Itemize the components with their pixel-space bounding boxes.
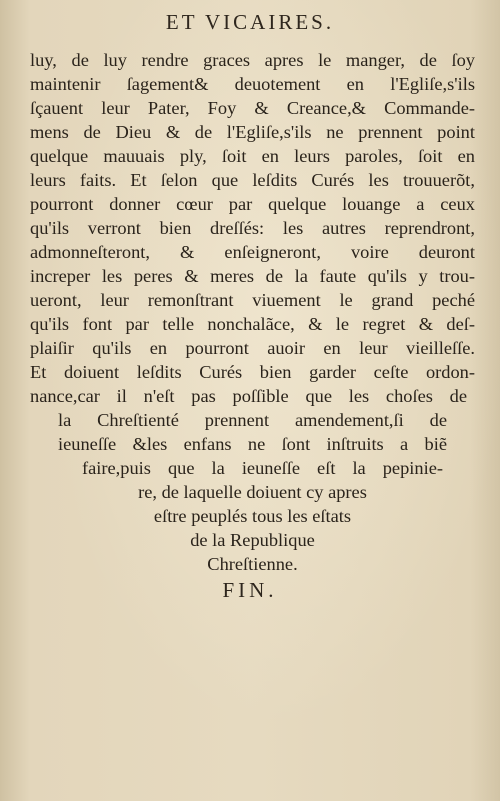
text-line: Chreſtienne. — [207, 554, 298, 574]
text-line: re, de laquelle doiuent cy apres — [138, 482, 367, 502]
text-line: ieuneſſe &les enfans ne ſont inſtruits a biẽ — [58, 434, 447, 454]
text-line: de la Republique — [190, 530, 315, 550]
text-line: qu'ils verront bien dreſſés: les autres reprendront, — [30, 218, 475, 238]
text-line: ueront, leur remonſtrant viuement le grand peché — [30, 290, 475, 310]
text-line: faire,puis que la ieuneſſe eſt la pepinie- — [82, 458, 443, 478]
text-line: luy, de luy rendre graces apres le manger, de ſoy — [30, 50, 475, 70]
text-line: eſtre peuplés tous les eſtats — [153, 506, 352, 526]
fin-mark: FIN. — [222, 578, 278, 602]
body-text — [30, 48, 475, 576]
text-line: Et doiuent leſdits Curés bien garder ceſte ordon- — [30, 362, 475, 382]
text-line: admonneſteront, & enſeigneront, voire deuront — [30, 242, 475, 262]
text-line: plaiſir qu'ils en pourront auoir en leur vieilleſſe. — [30, 338, 475, 358]
text-line: quelque mauuais ply, ſoit en leurs paroles, ſoit en — [30, 146, 475, 166]
text-line: ſçauent leur Pater, Foy & Creance,& Commande- — [30, 98, 475, 118]
text-line: pourront donner cœur par quelque louange a ceux — [30, 194, 475, 214]
text-line: maintenir ſagement& deuotement en l'Egliſe,s'ils — [30, 74, 475, 94]
text-line: la Chreſtienté prennent amendement,ſi de — [58, 410, 447, 430]
text-line: mens de Dieu & de l'Egliſe,s'ils ne prennent point — [30, 122, 475, 142]
running-head: ET VICAIRES. — [165, 10, 335, 34]
text-line: increper les peres & meres de la faute qu'ils y trou- — [30, 266, 475, 286]
text-line: leurs faits. Et ſelon que leſdits Curés les trouuerõt, — [30, 170, 475, 190]
text-line: nance,car il n'eſt pas poſſible que les choſes de — [30, 386, 467, 406]
text-line: qu'ils font par telle nonchalãce, & le regret & deſ- — [30, 314, 475, 334]
